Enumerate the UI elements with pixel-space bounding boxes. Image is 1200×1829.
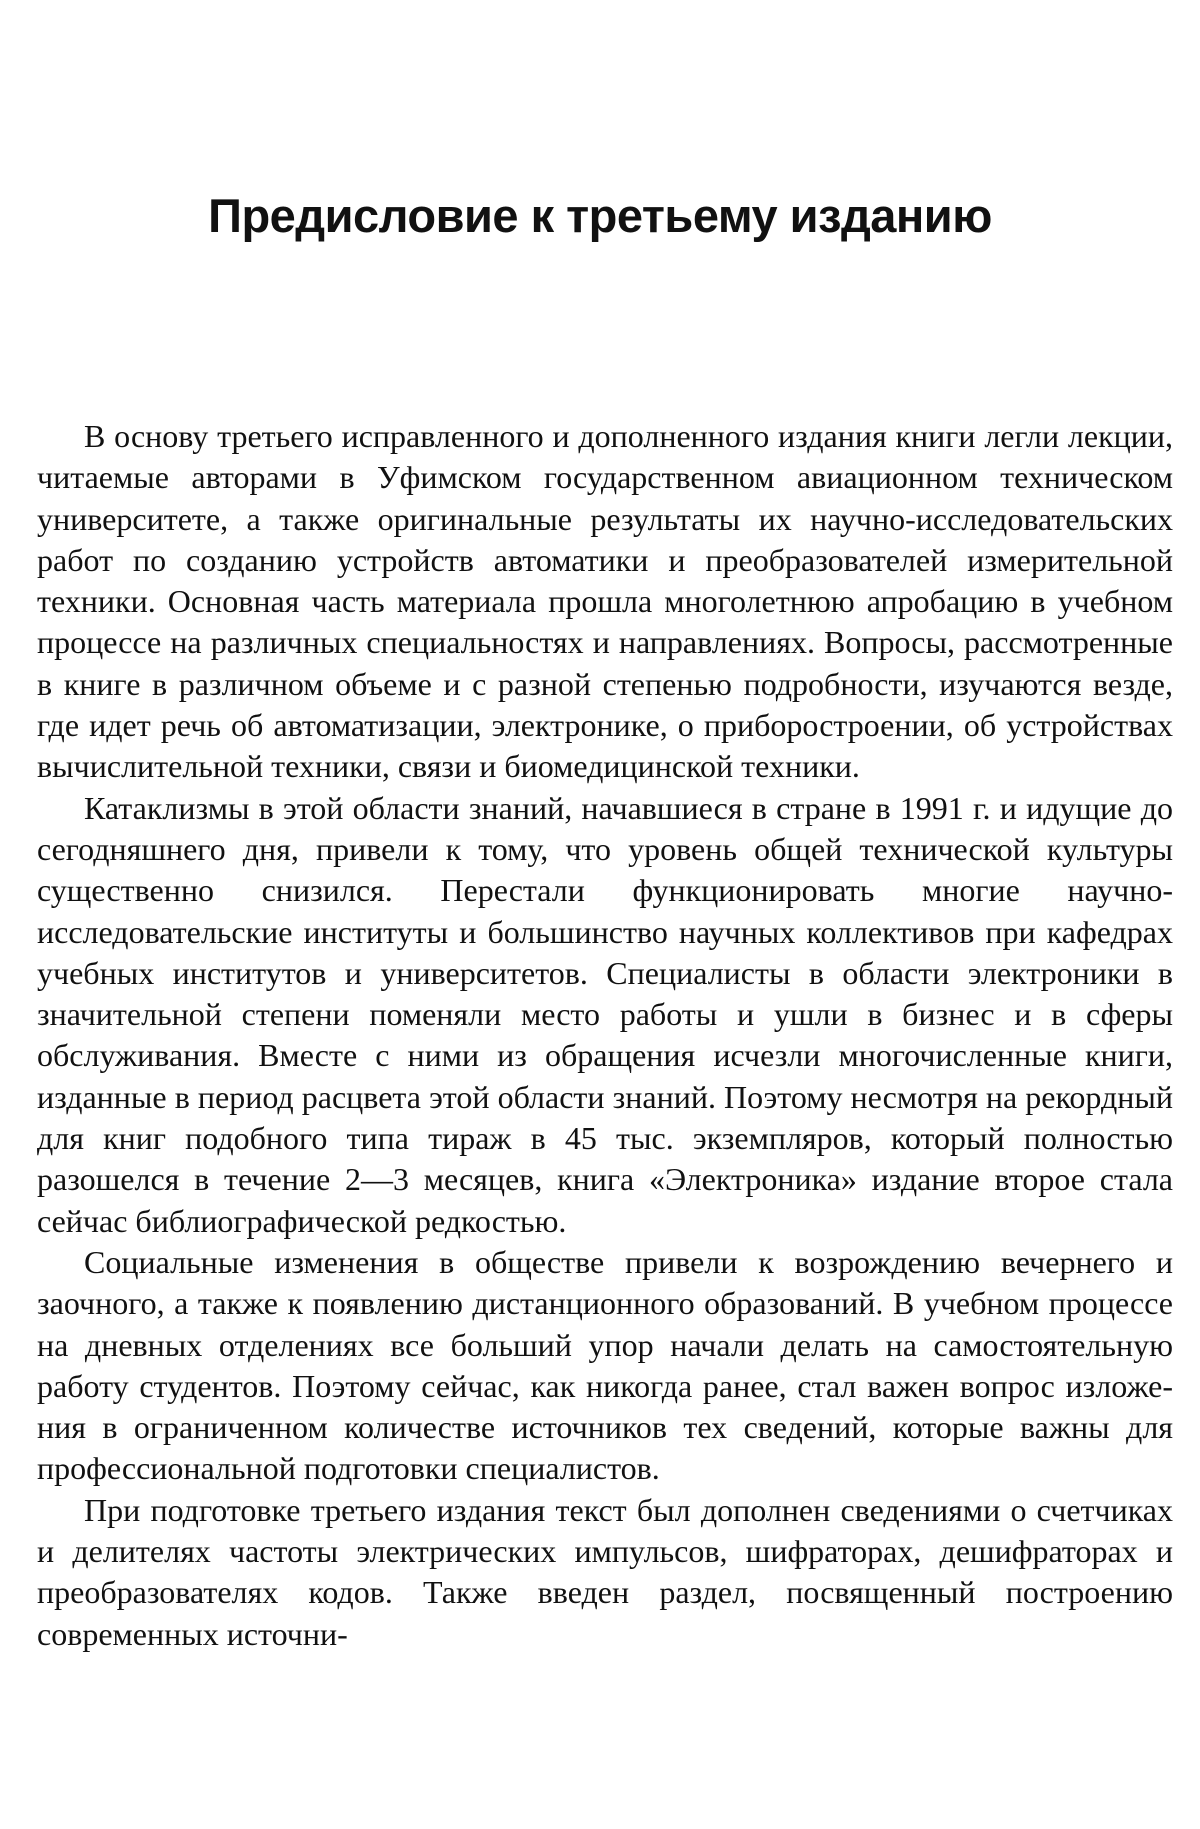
paragraph-1: В основу третьего исправленного и дополненного издания книги легли лекции, читаемые авторами в Уфимском государственном авиационном техническом университете, а также оригинальные результаты их научно-исследовательских работ по созданию устройств автоматики и преобразователей измерительной техники. Основная часть материала прошла многолетнюю апробацию в учебном процессе на различных специальностях и направлениях. Вопросы, рассмотренные в книге в различном объеме и с разной степенью подробности, изучаются везде, где идет речь об автоматизации, электронике, о приборостроении, об устройствах вычислительной техники, связи и биомедицинской техники. xyxy=(37,418,1173,785)
paragraph-4: При подготовке третьего издания текст был дополнен сведениями о счетчиках и делителях частоты электрических импульсов, шифраторах, дешифраторах и преобразователях кодов. Также введен раздел, посвященный построению современных источни- xyxy=(37,1491,1173,1652)
paragraph-2: Катаклизмы в этой области знаний, начавшиеся в стране в 1991 г. и идущие до сегодняшнего дня, привели к тому, что уровень общей технической культуры существенно снизился. Перестали функционировать многие научно-исследовательские институты и большинство научных коллективов при кафедрах учебных институтов и университетов. Специалисты в области электроники в значительной степени поменяли место работы и ушли в бизнес и в сферы обслуживания. Вместе с ними из обращения исчезли многочисленные книги, изданные в период расцвета этой области знаний. Поэтому несмотря на рекордный для книг подобного типа тираж в 45 тыс. экземпляров, который полностью разошелся в течение 2—3 месяцев, книга «Электроника» издание второе стала сейчас библиографической редкостью. xyxy=(37,789,1173,1239)
paragraph-3: Социальные изменения в обществе привели к возрождению вечернего и заочного, а также к появлению дистанционного образований. В учебном процессе на дневных отделениях все больший упор начали делать на самостоятельную работу студентов. Поэтому сейчас, как никогда ранее, стал важен вопрос изложения в ограниченном количестве источников тех сведений, которые важны для профессиональной подготовки специалистов. xyxy=(37,1243,1173,1487)
body-text xyxy=(37,416,1173,1655)
page-title: Предисловие к третьему изданию xyxy=(208,189,992,242)
